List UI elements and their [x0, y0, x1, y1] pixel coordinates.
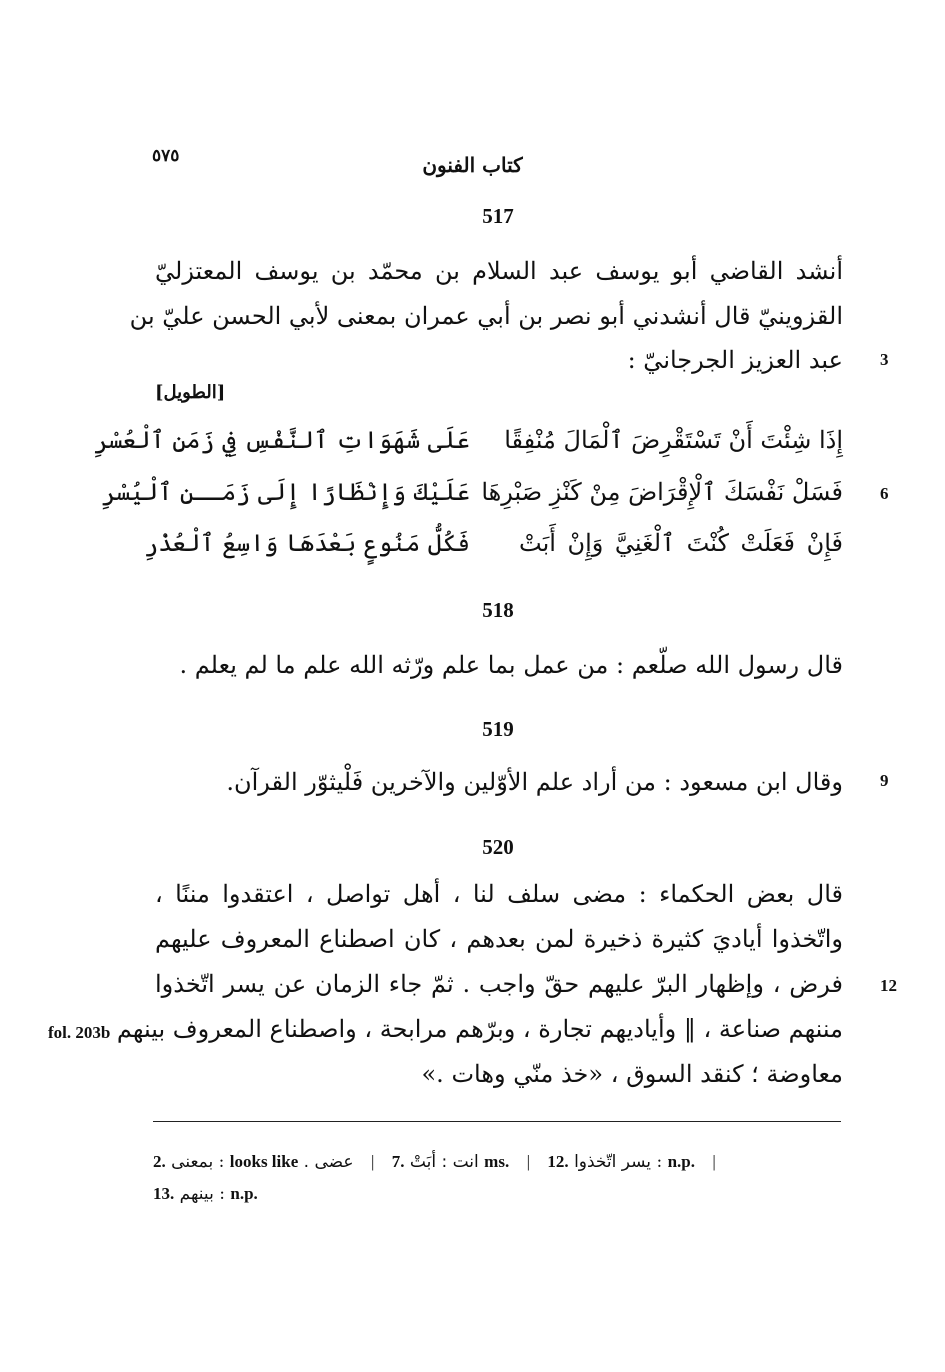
- text-line: وقال ابن مسعود : من أراد علم الأوّلين والآخرين فَلْيثوّر القرآن.: [226, 768, 843, 796]
- footnote-number: 13.: [153, 1184, 175, 1203]
- text-line: مننهم صناعة ، ‖ وأياديهم تجارة ، وبرّهم مرابحة ، واصطناع المعروف بينهم: [116, 1015, 843, 1043]
- section-number: 518: [482, 598, 514, 622]
- text-line: أنشد القاضي أبو يوسف عبد السلام بن محمّد بن يوسف المعتزليّ: [155, 257, 843, 285]
- section-number: 520: [482, 835, 514, 859]
- verse-hemistich-second: فَكُلُّ مَنُوعٍ بَعْدَهَا وَاسِعُ ٱلْعُذْرِ: [144, 529, 470, 557]
- line-number: 12: [880, 976, 897, 995]
- separator: |: [526, 1152, 531, 1171]
- text-line: فرض ، وإظهار البرّ عليهم حقّ واجب . ثمّ جاء الزمان عن يسر اتّخذوا: [155, 970, 843, 998]
- footnote-alt: انت :: [441, 1152, 479, 1172]
- footnote-line: [153, 1152, 728, 1172]
- footnote-alt: عضى .: [303, 1152, 354, 1172]
- footnote-number: 12.: [547, 1152, 569, 1171]
- footnote: [392, 1152, 515, 1172]
- footnote-text: ms.: [484, 1152, 510, 1171]
- text-line: قال رسول الله صلّعم : من عمل بما علم ورّثه الله علم ما لم يعلم .: [179, 651, 843, 679]
- line-number: 3: [880, 350, 889, 369]
- footnote: 13. بينهم : n.p.: [153, 1184, 258, 1204]
- verse-hemistich-second: عَلَيْكَ وَإِنْظَارًا إِلَى زَمَــنِ ٱلْيُسْرِ: [101, 478, 470, 506]
- line-number: 6: [880, 484, 889, 503]
- line-number: 9: [880, 771, 889, 790]
- footnote-rule: [153, 1121, 841, 1122]
- folio-marker: fol. 203b: [48, 1023, 111, 1042]
- footnote-lemma: يسر اتّخذوا: [574, 1152, 652, 1172]
- verse-hemistich-second: عَلَى شَهَوَاتِ ٱلنَّفْسِ فِي زَمَنِ ٱلْعُسْرِ: [94, 426, 470, 454]
- footnote-text: n.p.: [667, 1152, 696, 1171]
- verse-hemistich-first: إِذَا شِئْتَ أَنْ تَسْتَقْرِضَ ٱلْمَالَ مُنْفِقًا: [504, 426, 843, 454]
- section-number: 519: [482, 717, 514, 741]
- running-title: كتاب الفنون: [422, 153, 523, 177]
- text-line: القزوينيّ قال أنشدني أبو نصر بن أبي عمران بمعنى لأبي الحسن عليّ بن: [129, 302, 843, 330]
- footnote-text: looks like: [229, 1152, 299, 1171]
- footnote-number: 7.: [391, 1152, 405, 1171]
- text-line: قال بعض الحكماء : مضى سلف لنا ، أهل تواصل ، اعتقدوا مننًا ،: [155, 880, 843, 908]
- meter-label: [الطويل]: [155, 382, 226, 403]
- separator: |: [712, 1152, 716, 1171]
- footnote-text: n.p.: [230, 1184, 258, 1203]
- page-number: ٥٧٥: [152, 146, 180, 166]
- section-number: 517: [482, 204, 514, 228]
- footnote-lemma: بمعنى: [171, 1152, 214, 1172]
- footnote-lemma: بينهم: [179, 1184, 214, 1204]
- text-line: معاوضة ؛ كنقد السوق ، «خذ منّي وهات .»: [421, 1060, 843, 1088]
- footnote-line: [153, 1184, 258, 1204]
- separator: |: [370, 1152, 375, 1171]
- footnote: 12. يسر اتّخذوا : n.p.: [547, 1152, 696, 1172]
- footnote: 2. بمعنى : looks like عضى .: [153, 1152, 354, 1172]
- verse-hemistich-first: فَإِنْ فَعَلَتْ كُنْتَ ٱلْغَنِيَّ وَإِنْ أَبَتْ: [519, 529, 843, 557]
- text-line: عبد العزيز الجرجانيّ :: [627, 346, 843, 374]
- text-line: واتّخذوا أياديَ كثيرة ذخيرة لمن بعدهم ، كان اصطناع المعروف عليهم: [155, 925, 843, 953]
- footnote-number: 2.: [153, 1152, 166, 1171]
- verse-hemistich-first: فَسَلْ نَفْسَكَ ٱلْإِقْرَاضَ مِنْ كَنْزِ صَبْرِهَا: [481, 478, 843, 506]
- footnote-lemma: أبَتْ: [409, 1152, 437, 1172]
